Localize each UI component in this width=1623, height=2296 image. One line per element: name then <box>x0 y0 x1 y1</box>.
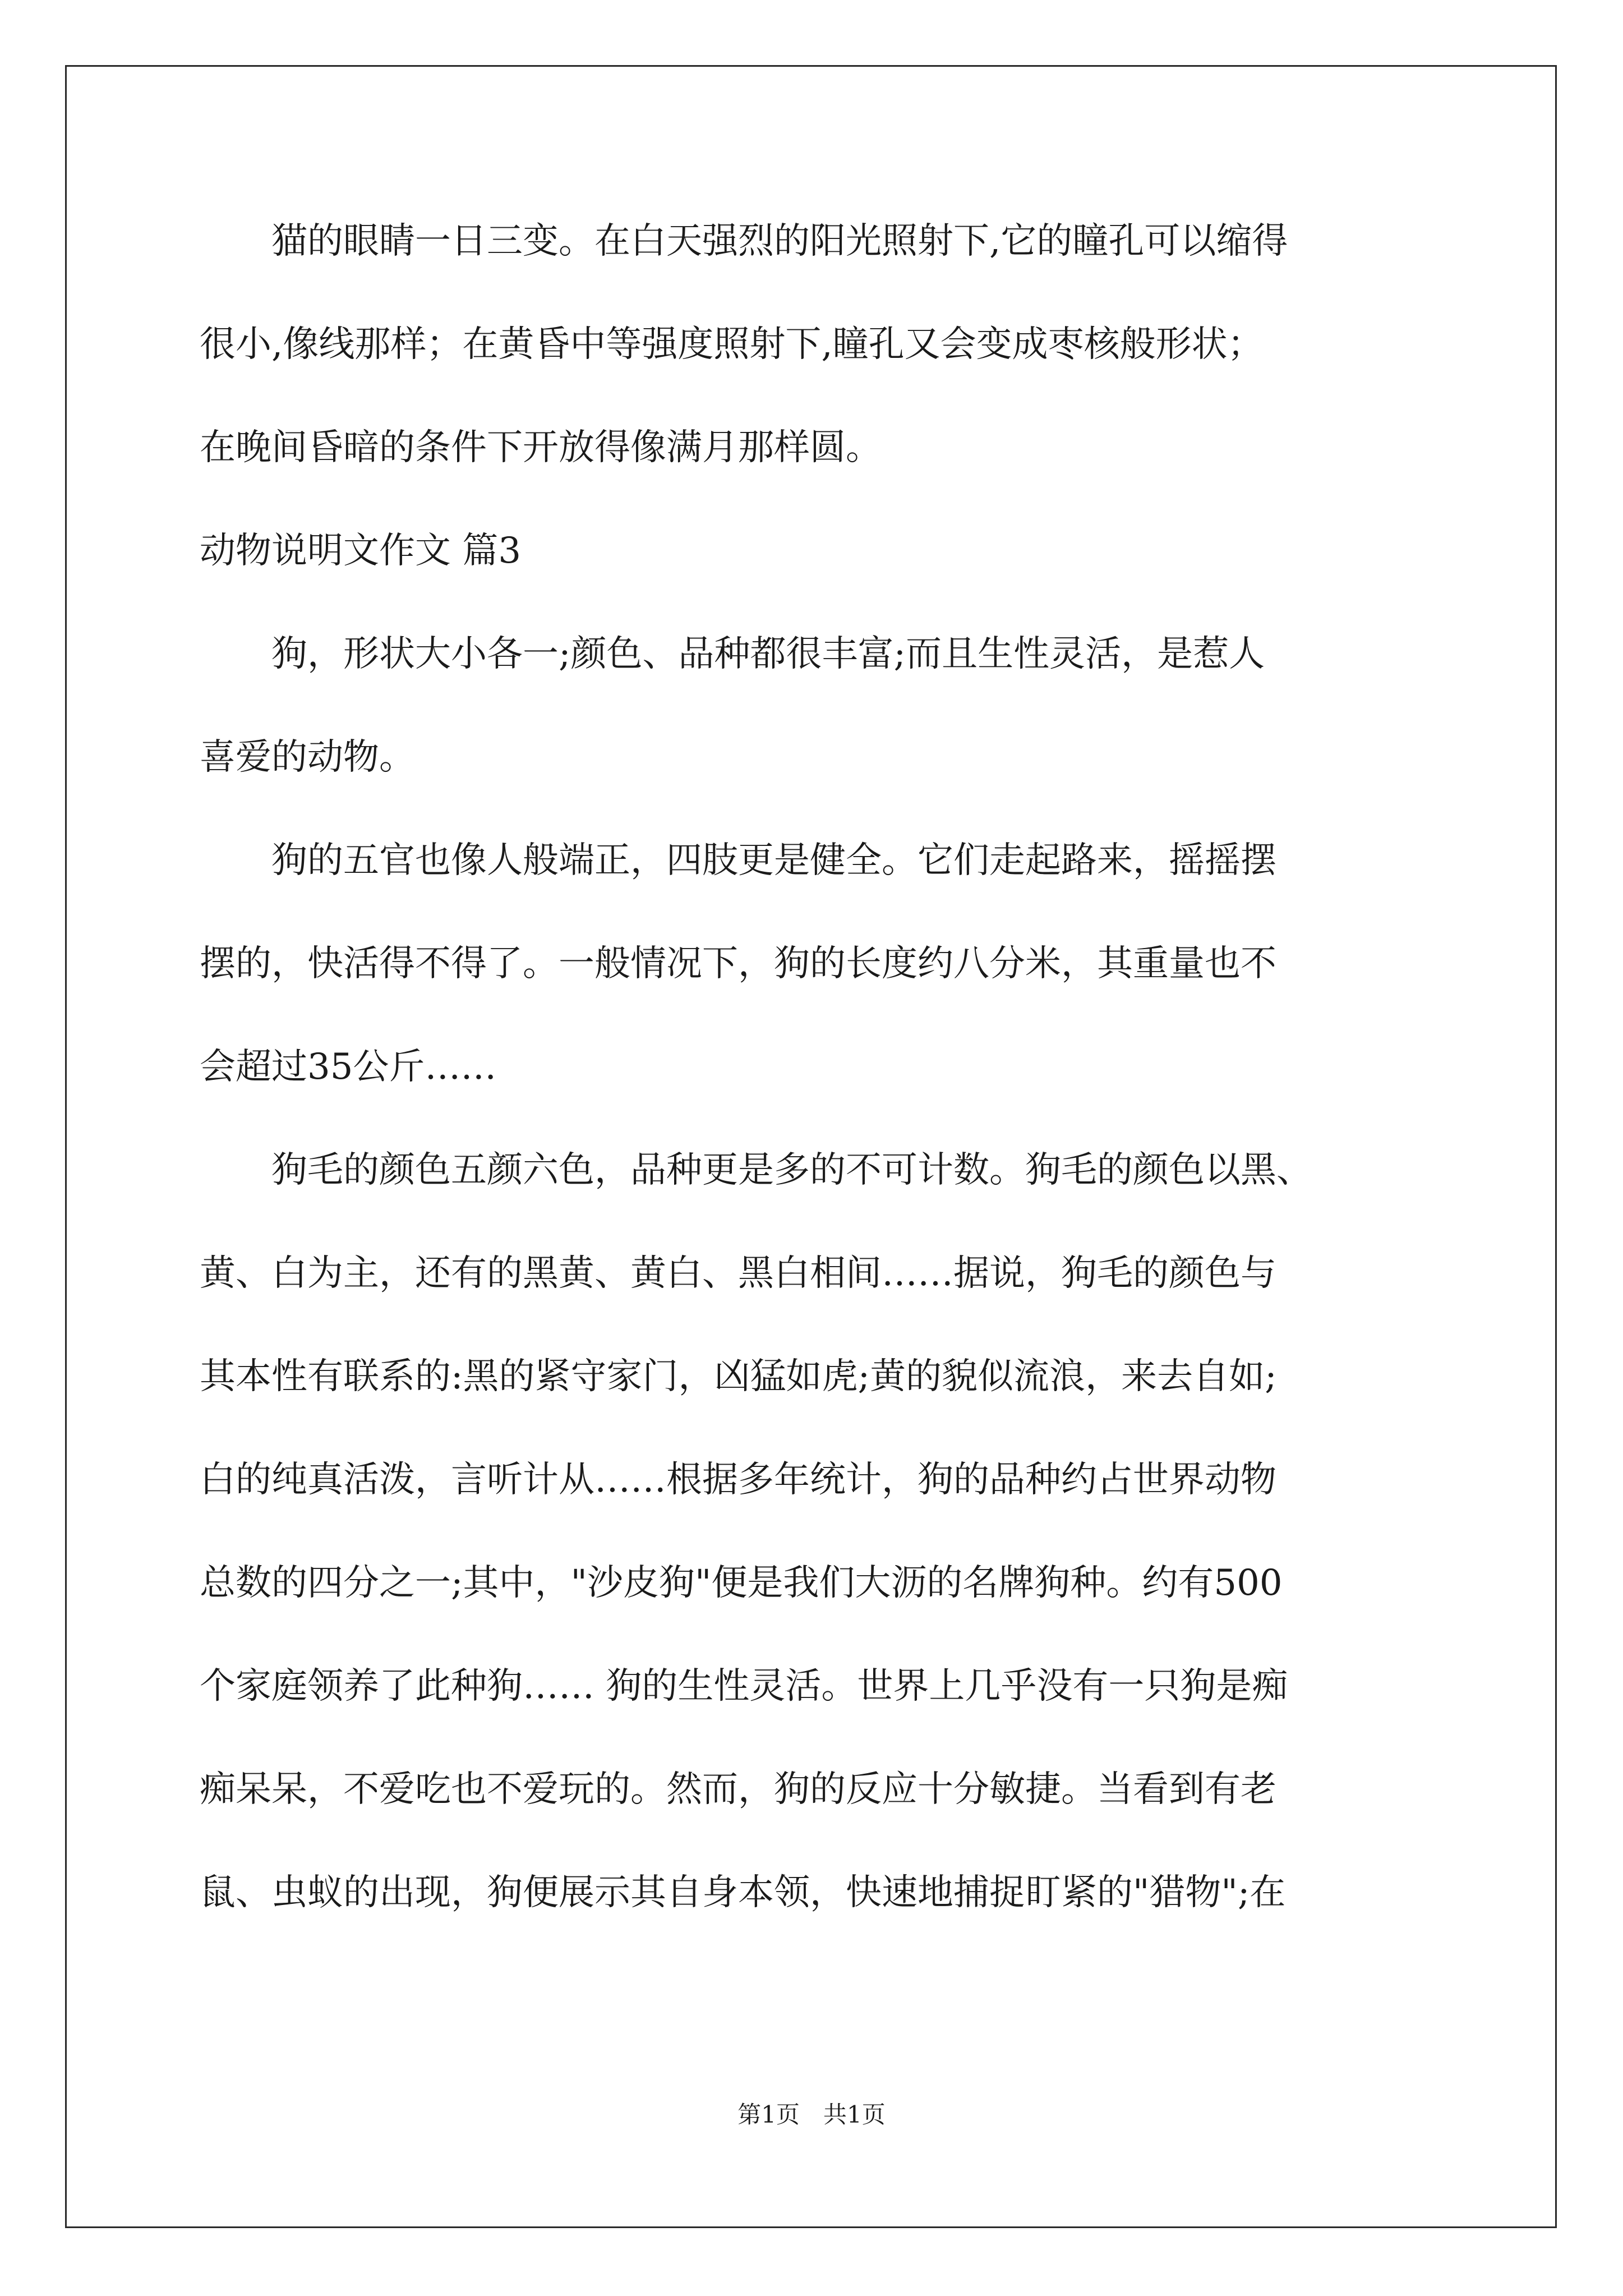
text-line: 其本性有联系的:黑的紧守家门，凶猛如虎;黄的貌似流浪，来去自如; <box>200 1356 1277 1397</box>
text-line: 黄、白为主，还有的黑黄、黄白、黑白相间……据说，狗毛的颜色与 <box>200 1253 1276 1294</box>
text-line: 鼠、虫蚁的出现，狗便展示其自身本领，快速地捕捉盯紧的"猎物";在 <box>200 1872 1286 1913</box>
text-line: 个家庭领养了此种狗…… 狗的生性灵活。世界上几乎没有一只狗是痴 <box>200 1665 1288 1707</box>
text-line: 总数的四分之一;其中，"沙皮狗"便是我们大沥的名牌狗种。约有500 <box>200 1562 1283 1604</box>
text-line: 狗毛的颜色五颜六色，品种更是多的不可计数。狗毛的颜色以黑、 <box>200 1149 1312 1191</box>
text-line: 狗，形状大小各一;颜色、品种都很丰富;而且生性灵活，是惹人 <box>200 633 1265 675</box>
text-line: 痴呆呆，不爱吃也不爱玩的。然而，狗的反应十分敏捷。当看到有老 <box>200 1769 1276 1810</box>
text-line: 摆的，快活得不得了。一般情况下，狗的长度约八分米，其重量也不 <box>200 943 1276 984</box>
text-line: 猫的眼睛一日三变。在白天强烈的阳光照射下,它的瞳孔可以缩得 <box>200 220 1288 262</box>
text-line: 喜爱的动物。 <box>200 737 415 778</box>
page-number-footer: 第1页 共1页 <box>737 2101 886 2128</box>
text-line: 很小,像线那样；在黄昏中等强度照射下,瞳孔又会变成枣核般形状； <box>200 324 1264 365</box>
text-line: 狗的五官也像人般端正，四肢更是健全。它们走起路来，摇摇摆 <box>200 840 1276 881</box>
text-line: 会超过35公斤…… <box>200 1046 497 1088</box>
section-heading: 动物说明文作文 篇3 <box>200 530 522 572</box>
text-line: 白的纯真活泼，言听计从……根据多年统计，狗的品种约占世界动物 <box>200 1459 1276 1501</box>
text-line: 在晚间昏暗的条件下开放得像满月那样圆。 <box>200 427 882 468</box>
